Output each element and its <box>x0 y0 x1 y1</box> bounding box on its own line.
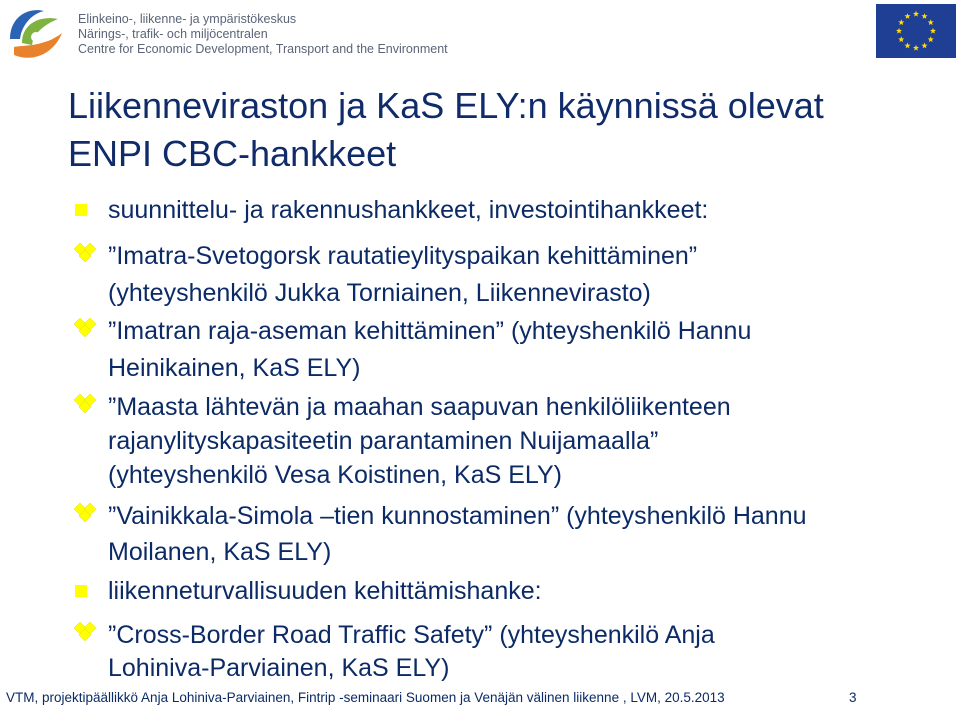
slide-title <box>68 82 938 178</box>
yellow-square-bullet-icon <box>75 204 87 216</box>
list-item-line: rajanylityskapasiteetin parantaminen Nuijamaalla” <box>108 427 659 455</box>
list-item-line: ”Imatran raja-aseman kehittäminen” (yhteyshenkilö Hannu <box>108 317 752 345</box>
ely-centre-logo <box>4 3 68 67</box>
list-item-line: ”Imatra-Svetogorsk rautatieylityspaikan kehittäminen” <box>108 242 698 270</box>
section-heading-text: suunnittelu- ja rakennushankkeet, investointihankkeet: <box>108 196 709 224</box>
slide-footer <box>6 690 956 705</box>
list-item-line: ”Cross-Border Road Traffic Safety” (yhteyshenkilö Anja <box>108 621 715 649</box>
yellow-diamond-bullet-icon <box>68 621 108 651</box>
list-item-line: Heinikainen, KaS ELY) <box>108 354 361 382</box>
footer-text: VTM, projektipäällikkö Anja Lohiniva-Parviainen, Fintrip -seminaari Suomen ja Venäjän välinen liikenne , LVM, 20.5.2013 <box>6 690 725 705</box>
yellow-diamond-bullet-icon <box>68 393 108 423</box>
org-name-finnish: Elinkeino-, liikenne- ja ympäristökeskus <box>78 12 297 26</box>
list-item-line: ”Vainikkala-Simola –tien kunnostaminen” (yhteyshenkilö Hannu <box>108 502 807 530</box>
title-line-1: Liikenneviraston ja KaS ELY:n käynnissä olevat <box>68 85 824 126</box>
organization-names <box>78 12 448 57</box>
yellow-diamond-bullet-icon <box>68 317 108 347</box>
title-line-2: ENPI CBC-hankkeet <box>68 133 397 174</box>
org-name-english: Centre for Economic Development, Transport and the Environment <box>78 42 448 56</box>
yellow-diamond-bullet-icon <box>68 242 108 272</box>
slide-header <box>0 0 960 70</box>
list-item-line: ”Maasta lähtevän ja maahan saapuvan henkilöliikenteen <box>108 393 731 421</box>
yellow-square-bullet-icon <box>75 585 87 597</box>
yellow-diamond-bullet-icon <box>68 502 108 532</box>
list-item-line: Moilanen, KaS ELY) <box>108 538 332 566</box>
list-item-line: (yhteyshenkilö Jukka Torniainen, Liikennevirasto) <box>108 279 651 307</box>
section-heading-text: liikenneturvallisuuden kehittämishanke: <box>108 577 542 605</box>
list-item-line: Lohiniva-Parviainen, KaS ELY) <box>108 654 450 682</box>
org-name-swedish: Närings-, trafik- och miljöcentralen <box>78 27 268 41</box>
eu-flag-icon <box>876 4 956 58</box>
page-number: 3 <box>849 690 857 705</box>
list-item-line: (yhteyshenkilö Vesa Koistinen, KaS ELY) <box>108 461 562 489</box>
